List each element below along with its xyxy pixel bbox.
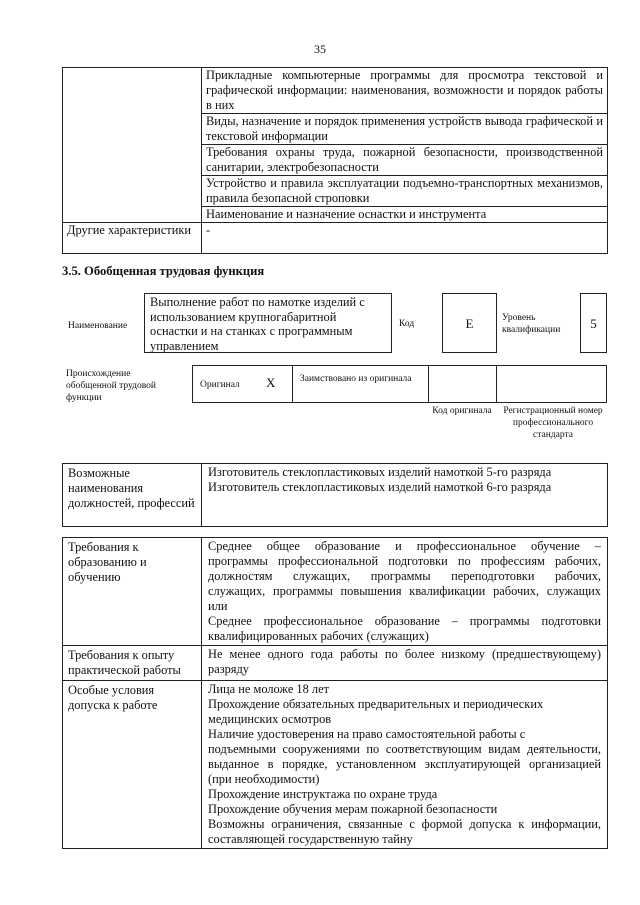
text-line: Лица не моложе 18 лет — [208, 682, 330, 696]
text-line: должностям служащих, программы переподготовки рабочих, — [208, 569, 601, 583]
other-characteristics-value: - — [202, 223, 608, 254]
text-line: служащих, программы повышения квалификации рабочих, служащих — [208, 584, 601, 598]
table-row — [63, 538, 608, 646]
table-cell: Прикладные компьютерные программы для просмотра текстовой и графической информации: наименования, возможности и порядок работы в них — [202, 68, 608, 114]
other-characteristics-label: Другие характеристики — [63, 223, 202, 254]
text-line: квалифицированных рабочих (служащих) — [208, 629, 429, 643]
table-row — [63, 464, 608, 527]
original-code-caption: Код оригинала — [432, 406, 492, 416]
table-cell: Требования охраны труда, пожарной безопасности, производственной санитарии, электробезопасности — [202, 145, 608, 176]
special-conditions-value — [202, 681, 608, 849]
origin-label: Происхождение обобщенной трудовой функции — [66, 369, 156, 403]
table-row — [63, 223, 608, 254]
original-mark: X — [266, 375, 276, 390]
text-line: Возможны ограничения, связанные с формой допуска к информации, — [208, 817, 601, 831]
position-item: Изготовитель стеклопластиковых изделий намоткой 6-го разряда — [208, 480, 552, 494]
text-line: медицинских осмотров — [208, 712, 332, 726]
original-label: Оригинал — [200, 380, 240, 390]
borrowed-label: Заимствовано из оригинала — [300, 374, 412, 384]
table-cell: Наименование и назначение оснастки и инструмента — [202, 207, 608, 223]
code-label: Код — [399, 319, 415, 329]
origin-divider — [292, 365, 293, 403]
requirements-table — [62, 537, 608, 849]
positions-table — [62, 463, 608, 527]
text-line: программы профессиональной подготовки по профессиям рабочих, — [208, 554, 601, 568]
text-line: разряду — [208, 662, 249, 676]
table-cell: Виды, назначение и порядок применения устройств вывода графической и текстовой информации — [202, 114, 608, 145]
table-row — [63, 68, 608, 114]
code-value-box: E — [442, 293, 497, 353]
origin-divider — [428, 365, 429, 403]
positions-value — [202, 464, 608, 527]
text-line: выданное в порядке, установленном эксплуатирующей организацией — [208, 757, 601, 771]
text-line: Прохождение инструктажа по охране труда — [208, 787, 438, 801]
text-line: Среднее профессиональное образование – программы подготовки — [208, 614, 601, 628]
table-row — [63, 646, 608, 681]
experience-value — [202, 646, 608, 681]
text-line: или — [208, 599, 228, 613]
table-cell-empty — [63, 68, 202, 223]
level-value-box: 5 — [580, 293, 607, 353]
table-cell: Устройство и правила эксплуатации подъемно-транспортных механизмов, правила безопасной строповки — [202, 176, 608, 207]
text-line: подъемными сооружениями по соответствующим видам деятельности, — [208, 742, 601, 756]
knowledge-table — [62, 67, 608, 254]
registration-number-caption: Регистрационный номер профессионального стандарта — [503, 406, 603, 440]
function-name-box: Выполнение работ по намотке изделий с использованием крупногабаритной оснастки и на станках с программным управлением — [144, 293, 392, 353]
name-label: Наименование — [68, 321, 128, 331]
text-line: (при необходимости) — [208, 772, 320, 786]
education-value — [202, 538, 608, 646]
origin-divider — [496, 365, 497, 403]
text-line: Прохождение обязательных предварительных и периодических — [208, 697, 544, 711]
positions-label: Возможные наименования должностей, профессий — [63, 464, 202, 527]
text-line: Наличие удостоверения на право самостоятельной работы с — [208, 727, 526, 741]
education-label: Требования к образованию и обучению — [63, 538, 202, 646]
position-item: Изготовитель стеклопластиковых изделий намоткой 5-го разряда — [208, 465, 552, 479]
table-row — [63, 681, 608, 849]
experience-label: Требования к опыту практической работы — [63, 646, 202, 681]
text-line: Среднее общее образование и профессиональное обучение – — [208, 539, 601, 553]
level-label: Уровень квалификации — [502, 313, 561, 335]
text-line: Не менее одного года работы по более низкому (предшествующему) — [208, 647, 601, 661]
text-line: составляющей государственную тайну — [208, 832, 413, 846]
special-conditions-label: Особые условия допуска к работе — [63, 681, 202, 849]
text-line: Прохождение обучения мерам пожарной безопасности — [208, 802, 498, 816]
page-number: 35 — [314, 42, 326, 56]
section-title: 3.5. Обобщенная трудовая функция — [62, 264, 265, 278]
